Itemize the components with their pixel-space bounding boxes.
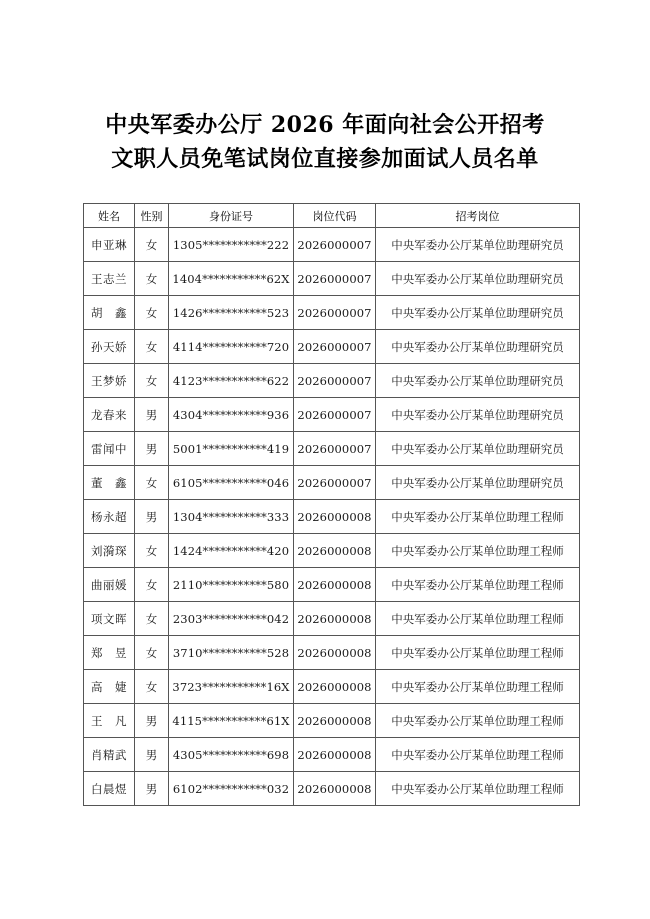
- table-row: [84, 602, 580, 636]
- table-row: [84, 636, 580, 670]
- candidate-table: [83, 203, 580, 806]
- cell-name: 王志兰: [84, 262, 135, 296]
- cell-position: 中央军委办公厅某单位助理研究员: [376, 466, 580, 500]
- cell-name: 项文晖: [84, 602, 135, 636]
- cell-position: 中央军委办公厅某单位助理工程师: [376, 704, 580, 738]
- header-id-number: 身份证号: [169, 204, 294, 228]
- cell-id-number: 4114***********720: [169, 330, 294, 364]
- cell-name: 刘漪琛: [84, 534, 135, 568]
- cell-name: 王 凡: [84, 704, 135, 738]
- cell-gender: 女: [135, 534, 169, 568]
- table-row: [84, 500, 580, 534]
- cell-id-number: 3723***********16X: [169, 670, 294, 704]
- cell-position: 中央军委办公厅某单位助理研究员: [376, 228, 580, 262]
- cell-name: 肖精武: [84, 738, 135, 772]
- cell-position-code: 2026000007: [294, 398, 376, 432]
- cell-position-code: 2026000008: [294, 500, 376, 534]
- cell-name: 高 婕: [84, 670, 135, 704]
- cell-position: 中央军委办公厅某单位助理研究员: [376, 364, 580, 398]
- cell-position: 中央军委办公厅某单位助理研究员: [376, 432, 580, 466]
- cell-id-number: 4304***********936: [169, 398, 294, 432]
- cell-position: 中央军委办公厅某单位助理工程师: [376, 670, 580, 704]
- cell-position: 中央军委办公厅某单位助理工程师: [376, 602, 580, 636]
- cell-name: 董 鑫: [84, 466, 135, 500]
- cell-position-code: 2026000008: [294, 568, 376, 602]
- cell-position: 中央军委办公厅某单位助理工程师: [376, 738, 580, 772]
- cell-id-number: 1404***********62X: [169, 262, 294, 296]
- table-header-row: [84, 204, 580, 228]
- cell-id-number: 4123***********622: [169, 364, 294, 398]
- table-row: [84, 364, 580, 398]
- header-gender: 性别: [135, 204, 169, 228]
- table-row: [84, 228, 580, 262]
- cell-name: 白晨煜: [84, 772, 135, 806]
- cell-gender: 女: [135, 330, 169, 364]
- cell-name: 龙春来: [84, 398, 135, 432]
- cell-position: 中央军委办公厅某单位助理研究员: [376, 398, 580, 432]
- cell-name: 杨永超: [84, 500, 135, 534]
- table-row: [84, 738, 580, 772]
- cell-position: 中央军委办公厅某单位助理工程师: [376, 772, 580, 806]
- cell-position: 中央军委办公厅某单位助理工程师: [376, 568, 580, 602]
- cell-name: 雷闻中: [84, 432, 135, 466]
- cell-position-code: 2026000008: [294, 772, 376, 806]
- table-row: [84, 398, 580, 432]
- cell-id-number: 3710***********528: [169, 636, 294, 670]
- cell-gender: 女: [135, 228, 169, 262]
- cell-gender: 女: [135, 466, 169, 500]
- table-row: [84, 296, 580, 330]
- cell-gender: 男: [135, 738, 169, 772]
- cell-gender: 女: [135, 296, 169, 330]
- cell-name: 孙天娇: [84, 330, 135, 364]
- cell-gender: 女: [135, 636, 169, 670]
- cell-position: 中央军委办公厅某单位助理研究员: [376, 330, 580, 364]
- cell-id-number: 1305***********222: [169, 228, 294, 262]
- cell-position-code: 2026000007: [294, 330, 376, 364]
- cell-position-code: 2026000007: [294, 262, 376, 296]
- table-row: [84, 704, 580, 738]
- cell-id-number: 5001***********419: [169, 432, 294, 466]
- cell-gender: 男: [135, 398, 169, 432]
- table-row: [84, 330, 580, 364]
- cell-position-code: 2026000007: [294, 432, 376, 466]
- table-body: [84, 228, 580, 806]
- cell-position-code: 2026000008: [294, 602, 376, 636]
- table-row: [84, 670, 580, 704]
- cell-gender: 男: [135, 500, 169, 534]
- cell-position-code: 2026000007: [294, 364, 376, 398]
- cell-name: 曲丽媛: [84, 568, 135, 602]
- cell-position-code: 2026000007: [294, 466, 376, 500]
- cell-gender: 男: [135, 432, 169, 466]
- cell-position-code: 2026000007: [294, 296, 376, 330]
- cell-id-number: 2303***********042: [169, 602, 294, 636]
- table-row: [84, 262, 580, 296]
- cell-id-number: 6102***********032: [169, 772, 294, 806]
- cell-gender: 女: [135, 568, 169, 602]
- cell-gender: 女: [135, 602, 169, 636]
- table-row: [84, 772, 580, 806]
- header-position-code: 岗位代码: [294, 204, 376, 228]
- cell-position-code: 2026000008: [294, 704, 376, 738]
- cell-position: 中央军委办公厅某单位助理工程师: [376, 534, 580, 568]
- cell-gender: 男: [135, 704, 169, 738]
- cell-position-code: 2026000008: [294, 670, 376, 704]
- cell-id-number: 4305***********698: [169, 738, 294, 772]
- cell-id-number: 1304***********333: [169, 500, 294, 534]
- cell-position-code: 2026000007: [294, 228, 376, 262]
- cell-position: 中央军委办公厅某单位助理研究员: [376, 296, 580, 330]
- header-position: 招考岗位: [376, 204, 580, 228]
- table-row: [84, 466, 580, 500]
- cell-gender: 女: [135, 262, 169, 296]
- table-row: [84, 432, 580, 466]
- cell-position-code: 2026000008: [294, 636, 376, 670]
- cell-id-number: 1426***********523: [169, 296, 294, 330]
- cell-position-code: 2026000008: [294, 534, 376, 568]
- cell-id-number: 4115***********61X: [169, 704, 294, 738]
- cell-id-number: 2110***********580: [169, 568, 294, 602]
- cell-position: 中央军委办公厅某单位助理工程师: [376, 636, 580, 670]
- cell-gender: 女: [135, 670, 169, 704]
- cell-id-number: 1424***********420: [169, 534, 294, 568]
- cell-position-code: 2026000008: [294, 738, 376, 772]
- cell-position: 中央军委办公厅某单位助理研究员: [376, 262, 580, 296]
- cell-name: 王梦娇: [84, 364, 135, 398]
- table-row: [84, 568, 580, 602]
- cell-name: 郑 昱: [84, 636, 135, 670]
- document-title-line-2: 文职人员免笔试岗位直接参加面试人员名单: [111, 146, 539, 172]
- document-title-line-1: 中央军委办公厅 2026 年面向社会公开招考: [105, 112, 545, 138]
- cell-gender: 女: [135, 364, 169, 398]
- cell-id-number: 6105***********046: [169, 466, 294, 500]
- header-name: 姓名: [84, 204, 135, 228]
- cell-gender: 男: [135, 772, 169, 806]
- table-row: [84, 534, 580, 568]
- cell-name: 申亚琳: [84, 228, 135, 262]
- cell-position: 中央军委办公厅某单位助理工程师: [376, 500, 580, 534]
- cell-name: 胡 鑫: [84, 296, 135, 330]
